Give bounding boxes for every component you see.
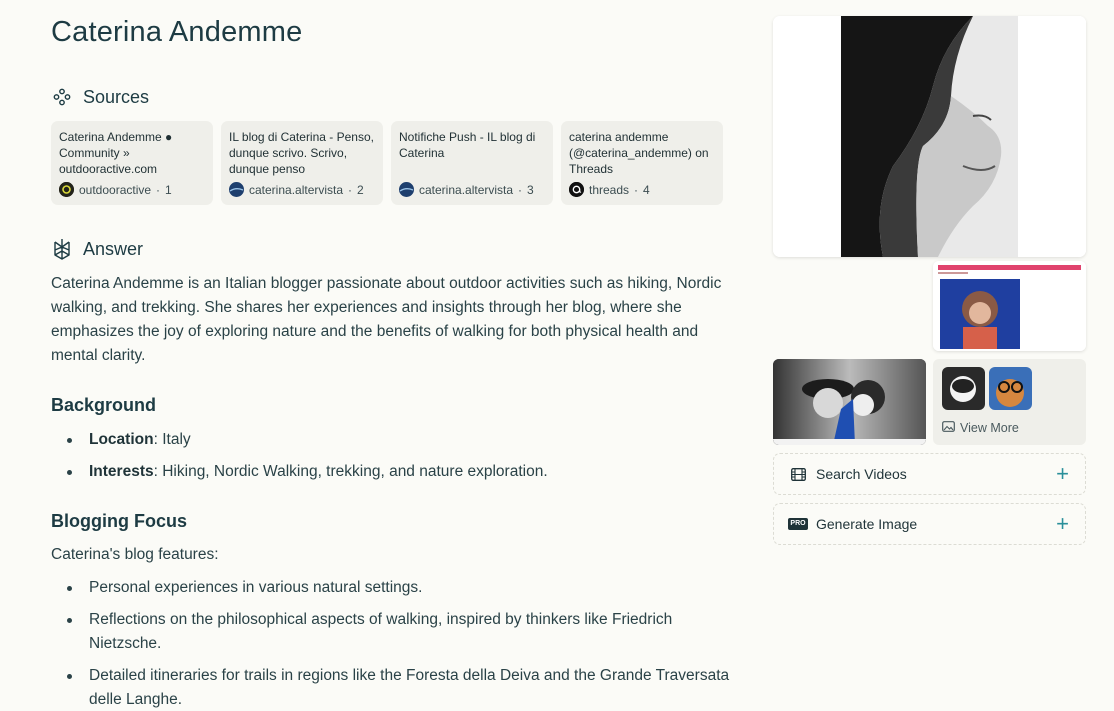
- source-separator: ·: [156, 182, 161, 197]
- source-meta: [569, 182, 650, 197]
- sources-icon: [51, 86, 73, 108]
- image-gallery-icon: [942, 421, 955, 435]
- source-card-2[interactable]: [221, 121, 383, 205]
- view-more-label: View More: [960, 421, 1019, 435]
- source-meta: [59, 182, 172, 197]
- list-item-key: Interests: [89, 463, 154, 480]
- source-card-3[interactable]: [391, 121, 553, 205]
- plus-icon: +: [1056, 461, 1069, 486]
- generate-image-button[interactable]: [773, 503, 1086, 545]
- source-site: outdooractive: [79, 182, 152, 197]
- background-list: [65, 428, 735, 484]
- view-more-button[interactable]: [942, 421, 1019, 435]
- list-item: Detailed itineraries for trails in regions like the Foresta della Deiva and the Grande Traversata delle Langhe.: [65, 664, 735, 711]
- source-meta: [229, 182, 364, 197]
- globe-icon: [229, 182, 244, 197]
- source-site: threads: [589, 182, 630, 197]
- source-separator: ·: [348, 182, 353, 197]
- source-index: 1: [165, 182, 172, 197]
- page-title: Caterina Andemme: [51, 16, 303, 48]
- portrait-image[interactable]: [773, 16, 1086, 257]
- list-item-key: Location: [89, 431, 154, 448]
- view-more-panel[interactable]: [933, 359, 1086, 445]
- blogging-intro: Caterina's blog features:: [51, 546, 219, 563]
- sources-list: [51, 121, 723, 205]
- list-item: [65, 460, 735, 484]
- more-image-thumbnail[interactable]: [989, 367, 1032, 410]
- more-image-thumbnail[interactable]: [942, 367, 985, 410]
- source-site: caterina.altervista: [249, 182, 344, 197]
- answer-logo-icon: [51, 238, 73, 260]
- blogging-list: [65, 576, 735, 711]
- plus-icon: +: [1056, 511, 1069, 536]
- background-heading: Background: [51, 395, 157, 415]
- list-item: Personal experiences in various natural settings.: [65, 576, 735, 600]
- list-item-value: : Hiking, Nordic Walking, trekking, and nature exploration.: [153, 463, 548, 480]
- source-index: 2: [357, 182, 364, 197]
- outdooractive-icon: [59, 182, 74, 197]
- source-card-4[interactable]: [561, 121, 723, 205]
- list-item: [65, 428, 735, 452]
- film-icon: [790, 466, 806, 482]
- pro-badge: PRO: [788, 518, 807, 530]
- blog-screenshot-thumbnail[interactable]: [933, 261, 1086, 351]
- movie-still-thumbnail[interactable]: [773, 359, 926, 445]
- search-videos-button[interactable]: [773, 453, 1086, 495]
- list-item-value: : Italy: [153, 431, 191, 448]
- threads-icon: [569, 182, 584, 197]
- source-title: Notifiche Push - IL blog di Caterina: [399, 130, 536, 160]
- answer-heading: [51, 238, 143, 260]
- source-title: IL blog di Caterina - Penso, dunque scrivo. Scrivo, dunque penso: [229, 130, 374, 176]
- source-index: 4: [643, 182, 650, 197]
- sources-heading-label: Sources: [83, 86, 150, 107]
- blogging-heading: Blogging Focus: [51, 511, 187, 531]
- source-separator: ·: [634, 182, 639, 197]
- generate-image-label: Generate Image: [816, 516, 918, 532]
- source-site: caterina.altervista: [419, 182, 514, 197]
- search-videos-label: Search Videos: [816, 466, 907, 482]
- answer-heading-label: Answer: [83, 238, 144, 259]
- answer-paragraph: Caterina Andemme is an Italian blogger passionate about outdoor activities such as hiking, Nordic walking, and trekking. She shares her experiences and insights through her blog, where she emphasizes the joy of exploring nature and the benefits of walking for both physical health and mental clarity.: [51, 275, 722, 364]
- sources-heading: [51, 86, 149, 108]
- globe-icon: [399, 182, 414, 197]
- source-title: caterina andemme (@caterina_andemme) on Threads: [569, 130, 709, 176]
- source-card-1[interactable]: [51, 121, 213, 205]
- source-index: 3: [527, 182, 534, 197]
- source-separator: ·: [518, 182, 523, 197]
- list-item: Reflections on the philosophical aspects of walking, inspired by thinkers like Friedrich Nietzsche.: [65, 608, 735, 656]
- pro-badge-icon: [790, 516, 806, 532]
- source-meta: [399, 182, 534, 197]
- source-title: Caterina Andemme ● Community » outdooractive.com: [59, 130, 173, 176]
